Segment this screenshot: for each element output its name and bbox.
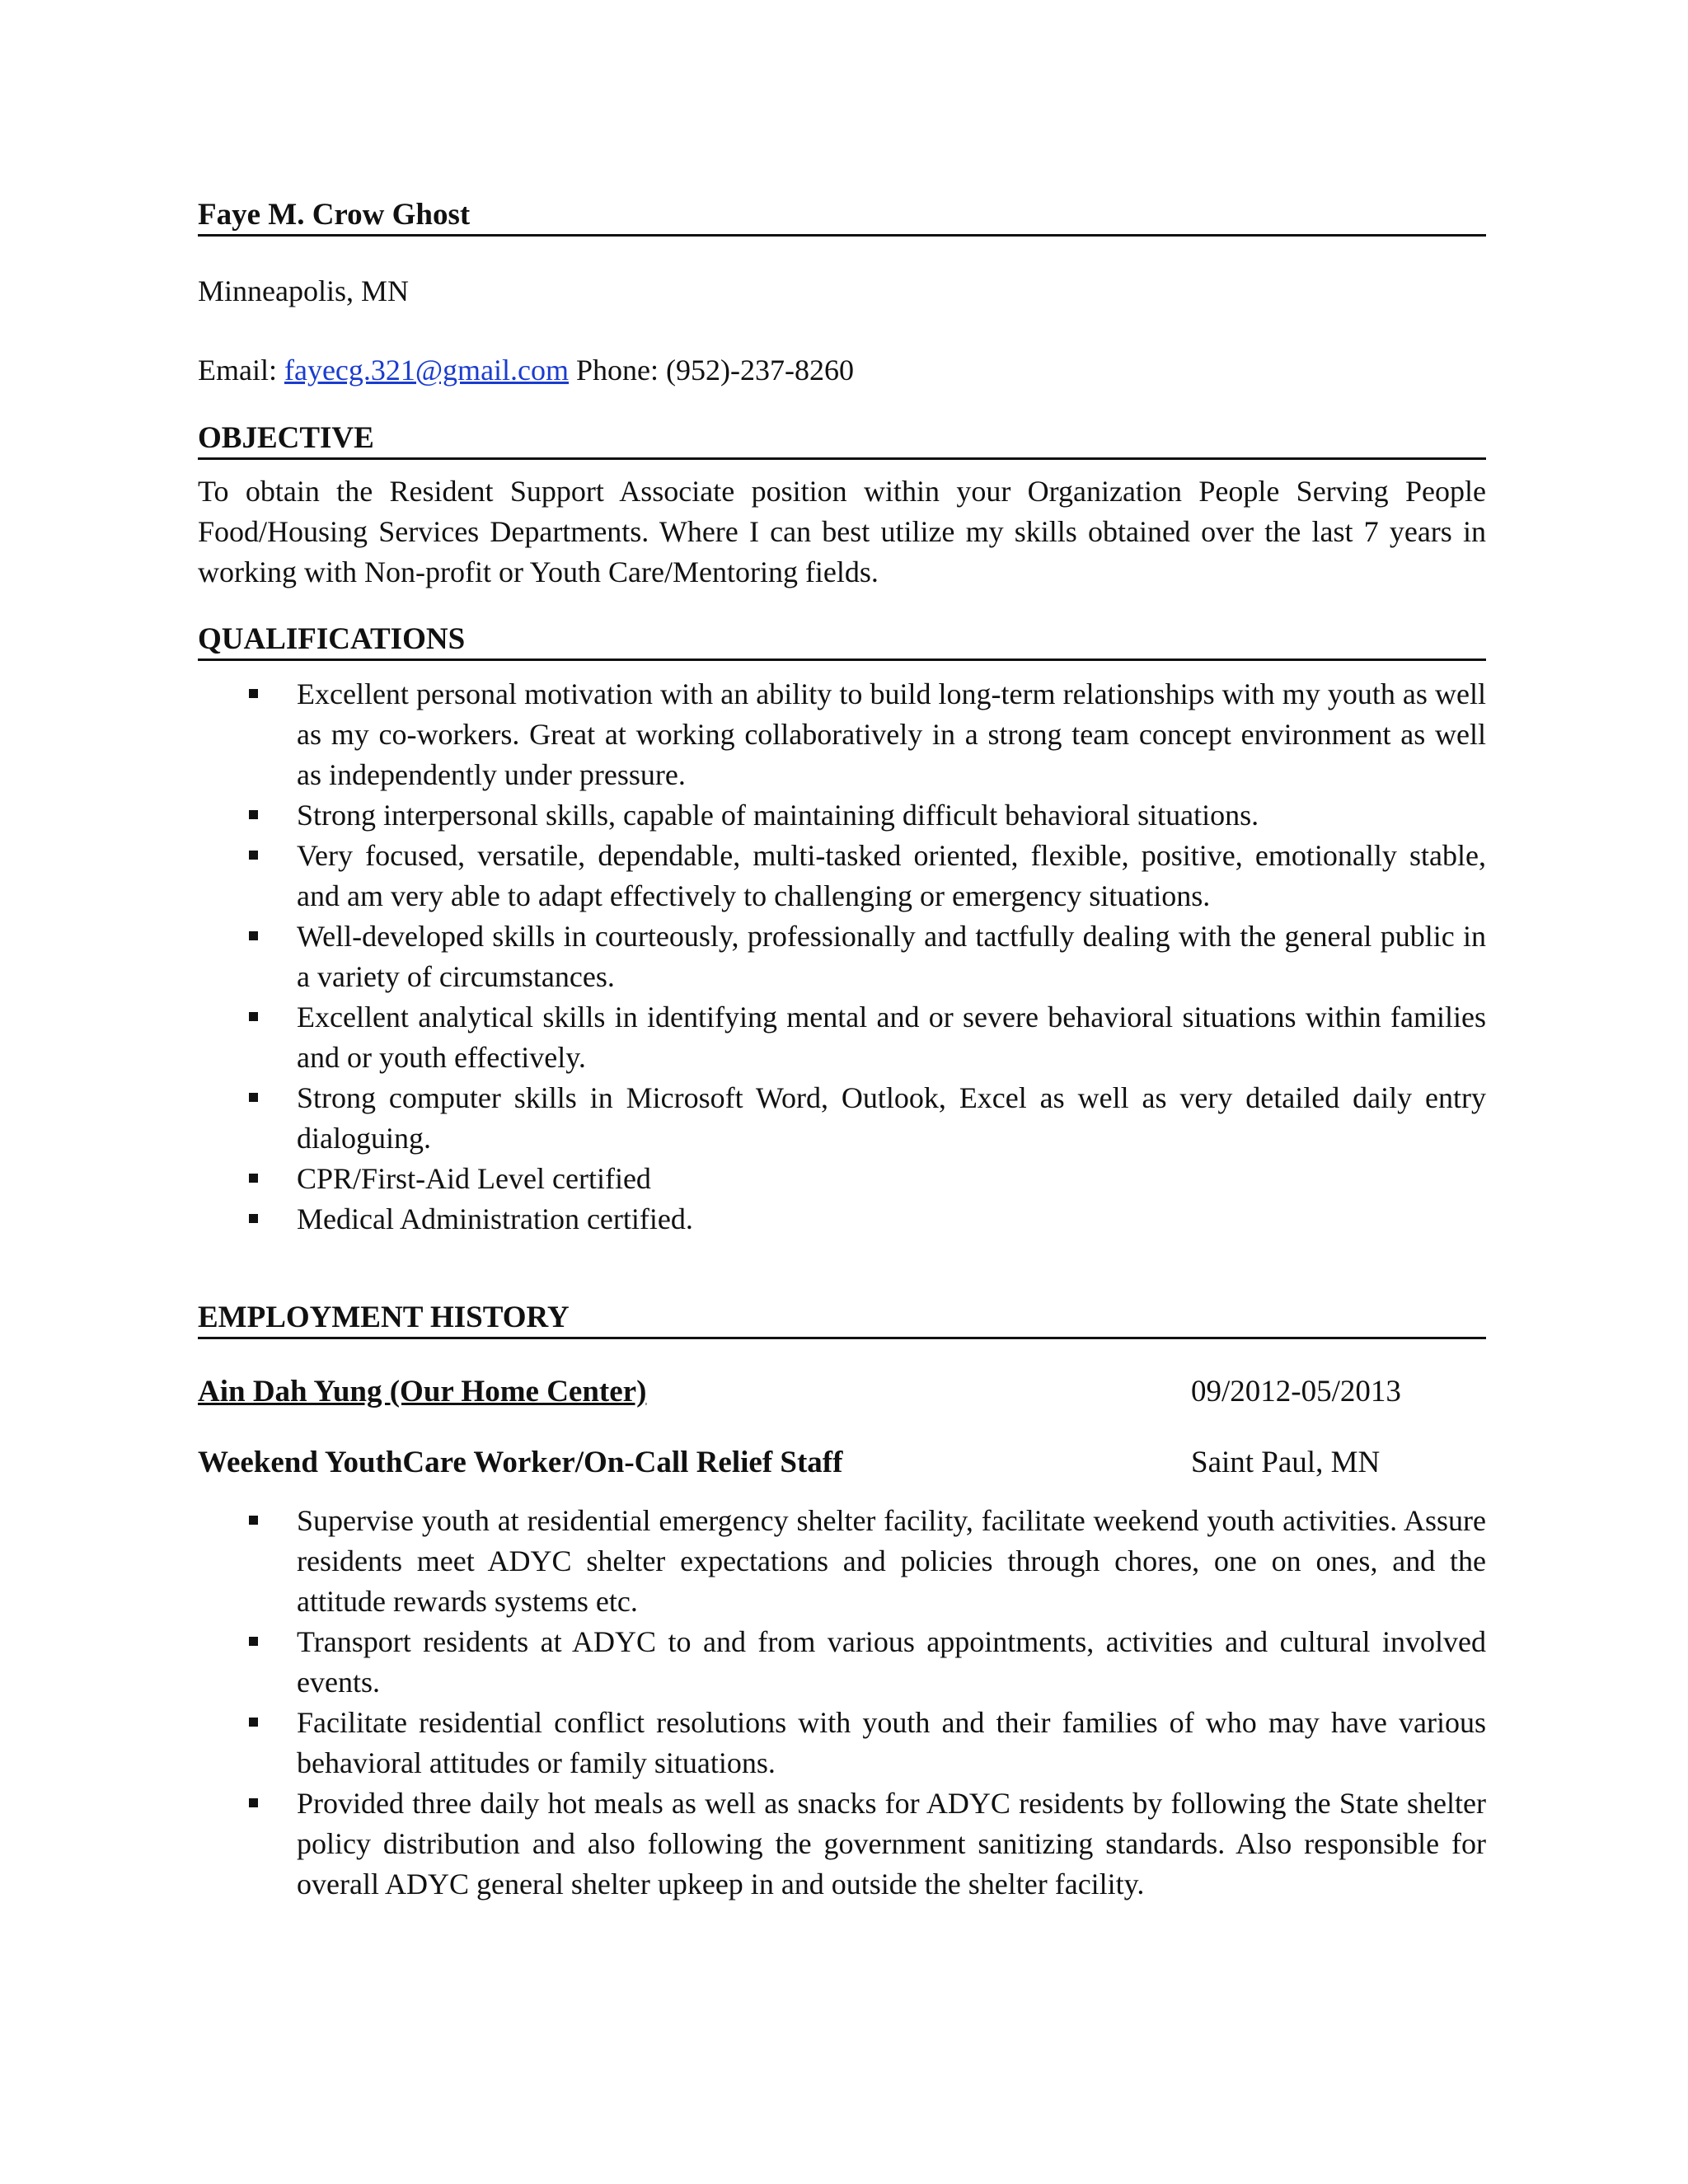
job-duties-list [198, 1501, 1486, 1905]
qualifications-section [198, 621, 1486, 1240]
list-item: Facilitate residential conflict resolutions with youth and their families of who may have various behavioral attitudes or family situations. [198, 1703, 1486, 1783]
employer-name: Ain Dah Yung (Our Home Center) [198, 1375, 647, 1408]
employer-row [198, 1372, 1486, 1412]
list-item: Excellent personal motivation with an ability to build long-term relationships with my youth as well as my co-workers. Great at working collaboratively in a strong team concept environment as well as independently under pressure. [198, 674, 1486, 795]
list-item: Well-developed skills in courteously, professionally and tactfully dealing with the general public in a variety of circumstances. [198, 916, 1486, 997]
objective-text: To obtain the Resident Support Associate position within your Organization People Serving People Food/Housing Services Departments. Where I can best utilize my skills obtained over the last 7 years in working with Non-profit or Youth Care/Mentoring fields. [198, 475, 1486, 588]
candidate-name: Faye M. Crow Ghost [198, 196, 1486, 237]
employment-section [198, 1299, 1486, 1905]
list-item: Transport residents at ADYC to and from various appointments, activities and cultural involved events. [198, 1622, 1486, 1703]
list-item: CPR/First-Aid Level certified [198, 1159, 1486, 1199]
list-item: Excellent analytical skills in identifying mental and or severe behavioral situations within families and or youth effectively. [198, 997, 1486, 1078]
square-bullet-icon [249, 1012, 258, 1021]
job-title: Weekend YouthCare Worker/On-Call Relief Staff [198, 1446, 843, 1479]
square-bullet-icon [249, 1214, 258, 1223]
job-entry [198, 1372, 1486, 1905]
list-item: Supervise youth at residential emergency shelter facility, facilitate weekend youth activities. Assure residents meet ADYC shelter expectations and policies through chores, one on ones, and the attitude rewards systems etc. [198, 1501, 1486, 1622]
square-bullet-icon [249, 810, 258, 819]
candidate-location: Minneapolis, MN [198, 274, 409, 307]
contact-line [198, 350, 1486, 390]
list-item: Provided three daily hot meals as well as snacks for ADYC residents by following the State shelter policy distribution and also following the government sanitizing standards. Also responsible for overall ADYC general shelter upkeep in and outside the shelter facility. [198, 1783, 1486, 1905]
list-item: Strong computer skills in Microsoft Word, Outlook, Excel as well as very detailed daily entry dialoguing. [198, 1078, 1486, 1159]
resume-content [198, 196, 1486, 1933]
square-bullet-icon [249, 851, 258, 860]
phone-text: Phone: (952)-237-8260 [569, 354, 854, 387]
square-bullet-icon [249, 931, 258, 940]
square-bullet-icon [249, 1174, 258, 1183]
square-bullet-icon [249, 1516, 258, 1525]
list-item: Strong interpersonal skills, capable of maintaining difficult behavioral situations. [198, 795, 1486, 836]
job-dates: 09/2012-05/2013 [1191, 1375, 1401, 1408]
job-title-row [198, 1443, 1486, 1483]
list-item: Very focused, versatile, dependable, multi-tasked oriented, flexible, positive, emotionally stable, and am very able to adapt effectively to challenging or emergency situations. [198, 836, 1486, 916]
objective-section [198, 419, 1486, 593]
square-bullet-icon [249, 1798, 258, 1807]
employment-heading: EMPLOYMENT HISTORY [198, 1299, 1486, 1339]
square-bullet-icon [249, 1718, 258, 1727]
objective-heading: OBJECTIVE [198, 419, 1486, 460]
job-location: Saint Paul, MN [1191, 1446, 1381, 1479]
square-bullet-icon [249, 1637, 258, 1646]
qualifications-list [198, 674, 1486, 1240]
qualifications-heading: QUALIFICATIONS [198, 621, 1486, 661]
square-bullet-icon [249, 689, 258, 698]
list-item: Medical Administration certified. [198, 1199, 1486, 1240]
email-link[interactable]: fayecg.321@gmail.com [284, 354, 570, 387]
square-bullet-icon [249, 1093, 258, 1102]
email-label: Email: [198, 354, 284, 387]
